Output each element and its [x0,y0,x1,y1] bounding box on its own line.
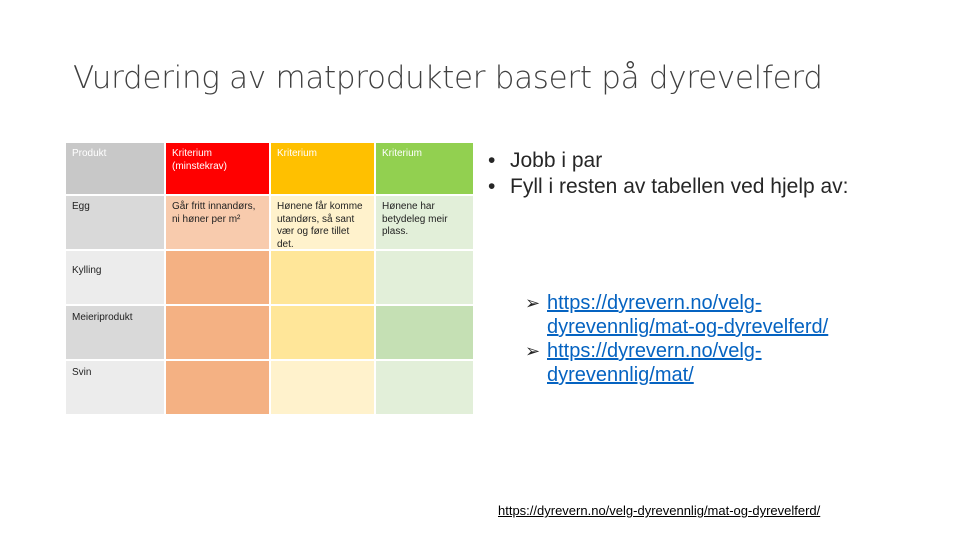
bullet-text: Jobb i par [510,149,603,172]
table-row-product [66,251,164,304]
table-cell-k2[interactable] [271,251,374,304]
header-kriterium-2: Kriterium [271,143,374,194]
table-row-product: Egg [66,196,164,249]
list-item [488,148,908,174]
bullet-icon: • [488,149,496,172]
footer-link[interactable]: https://dyrevern.no/velg-dyrevennlig/mat-og-dyrevelferd/ [498,503,821,518]
instruction-list [488,148,908,200]
resource-links [525,291,905,387]
table-cell-k1[interactable] [166,361,269,414]
header-produkt: Produkt [66,143,164,194]
table-cell-k1: Går fritt innandørs, ni høner per m² [166,196,269,249]
resource-link[interactable]: https://dyrevern.no/velg-dyrevennlig/mat-og-dyrevelferd/ [547,292,829,338]
table-cell-k3: Hønene har betydeleg meir plass. [376,196,473,249]
criteria-table [66,143,473,414]
slide-title: Vurdering av matprodukter basert på dyrevelferd [73,60,823,96]
arrow-bullet-icon: ➢ [525,293,541,313]
table-cell-k1[interactable] [166,251,269,304]
table-cell-k3[interactable] [376,251,473,304]
table-cell-k2[interactable] [271,306,374,359]
table-row-product: Meieriprodukt [66,306,164,359]
bullet-text: Fyll i resten av tabellen ved hjelp av: [510,175,849,198]
table-cell-k3[interactable] [376,361,473,414]
table-row-product: Svin [66,361,164,414]
list-item [488,174,908,200]
table-cell-k3[interactable] [376,306,473,359]
resource-link[interactable]: https://dyrevern.no/velg-dyrevennlig/mat/ [547,340,762,386]
arrow-bullet-icon: ➢ [525,341,541,361]
table-cell-k2: Hønene får komme utandørs, så sant vær og føre tillet det. [271,196,374,249]
header-kriterium-minstekrav: Kriterium (minstekrav) [166,143,269,194]
bullet-icon: • [488,175,496,198]
table-cell-k2[interactable] [271,361,374,414]
header-kriterium-3: Kriterium [376,143,473,194]
kylling-label: Kylling [72,265,102,276]
table-cell-k1[interactable] [166,306,269,359]
list-item [525,291,905,339]
list-item [525,339,905,387]
